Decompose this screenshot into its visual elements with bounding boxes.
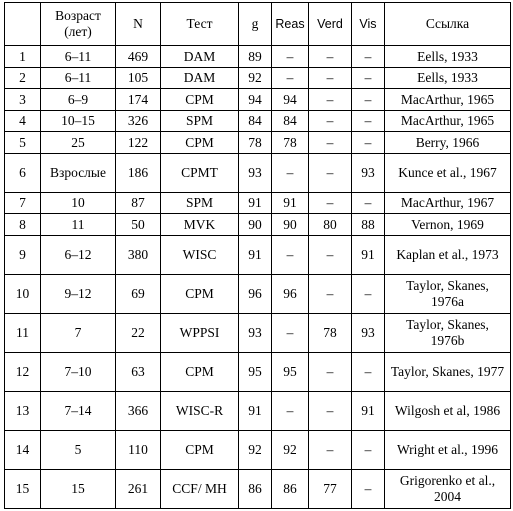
header-cell-n: N xyxy=(116,3,161,46)
row-index: 2 xyxy=(5,67,41,89)
age-cell: 11 xyxy=(41,214,116,236)
age-cell: 7–10 xyxy=(41,352,116,391)
vis-cell: 88 xyxy=(352,214,385,236)
header-row xyxy=(5,3,511,46)
g-cell: 89 xyxy=(239,46,272,68)
table-row xyxy=(5,352,511,391)
reference-cell: MacArthur, 1965 xyxy=(385,89,511,111)
reference-cell: Eells, 1933 xyxy=(385,67,511,89)
g-cell: 94 xyxy=(239,89,272,111)
header-cell-age: Возраст (лет) xyxy=(41,3,116,46)
vis-cell: – xyxy=(352,110,385,132)
table-row xyxy=(5,192,511,214)
row-index: 8 xyxy=(5,214,41,236)
vis-cell: 91 xyxy=(352,391,385,430)
reas-cell: 78 xyxy=(272,132,309,154)
vis-cell: 91 xyxy=(352,235,385,274)
table-row xyxy=(5,214,511,236)
reas-cell: 84 xyxy=(272,110,309,132)
age-cell: 7–14 xyxy=(41,391,116,430)
g-cell: 78 xyxy=(239,132,272,154)
vis-cell: – xyxy=(352,89,385,111)
n-cell: 63 xyxy=(116,352,161,391)
age-cell: 25 xyxy=(41,132,116,154)
vis-cell: – xyxy=(352,352,385,391)
n-cell: 366 xyxy=(116,391,161,430)
row-index: 14 xyxy=(5,430,41,469)
reas-cell: – xyxy=(272,235,309,274)
verd-cell: 78 xyxy=(309,313,352,352)
row-index: 1 xyxy=(5,46,41,68)
vis-cell: – xyxy=(352,67,385,89)
verd-cell: – xyxy=(309,132,352,154)
vis-cell: – xyxy=(352,274,385,313)
reas-cell: – xyxy=(272,153,309,192)
n-cell: 87 xyxy=(116,192,161,214)
header-cell-reference: Ссылка xyxy=(385,3,511,46)
row-index: 13 xyxy=(5,391,41,430)
header-cell-reas: Reas xyxy=(272,3,309,46)
g-cell: 93 xyxy=(239,313,272,352)
n-cell: 122 xyxy=(116,132,161,154)
test-cell: CPMT xyxy=(161,153,239,192)
reas-cell: – xyxy=(272,46,309,68)
n-cell: 326 xyxy=(116,110,161,132)
table-row xyxy=(5,469,511,508)
table-row xyxy=(5,46,511,68)
age-cell: 6–11 xyxy=(41,67,116,89)
age-cell: 9–12 xyxy=(41,274,116,313)
vis-cell: 93 xyxy=(352,313,385,352)
header-cell-g: g xyxy=(239,3,272,46)
vis-cell: – xyxy=(352,430,385,469)
row-index: 11 xyxy=(5,313,41,352)
row-index: 5 xyxy=(5,132,41,154)
test-cell: WISC-R xyxy=(161,391,239,430)
verd-cell: 77 xyxy=(309,469,352,508)
g-cell: 92 xyxy=(239,430,272,469)
g-cell: 91 xyxy=(239,192,272,214)
test-cell: WISC xyxy=(161,235,239,274)
table-row xyxy=(5,132,511,154)
reas-cell: 95 xyxy=(272,352,309,391)
reference-cell: Wilgosh et al, 1986 xyxy=(385,391,511,430)
test-cell: CPM xyxy=(161,132,239,154)
reas-cell: – xyxy=(272,67,309,89)
n-cell: 469 xyxy=(116,46,161,68)
verd-cell: – xyxy=(309,192,352,214)
table-row xyxy=(5,235,511,274)
reas-cell: 94 xyxy=(272,89,309,111)
row-index: 12 xyxy=(5,352,41,391)
g-cell: 91 xyxy=(239,391,272,430)
test-cell: MVK xyxy=(161,214,239,236)
n-cell: 69 xyxy=(116,274,161,313)
reference-cell: MacArthur, 1967 xyxy=(385,192,511,214)
reference-cell: Wright et al., 1996 xyxy=(385,430,511,469)
reas-cell: – xyxy=(272,391,309,430)
reference-cell: Kaplan et al., 1973 xyxy=(385,235,511,274)
table-row xyxy=(5,153,511,192)
table-row xyxy=(5,110,511,132)
reas-cell: 86 xyxy=(272,469,309,508)
verd-cell: 80 xyxy=(309,214,352,236)
verd-cell: – xyxy=(309,110,352,132)
g-cell: 90 xyxy=(239,214,272,236)
reference-cell: Taylor, Skanes, 1976a xyxy=(385,274,511,313)
reas-cell: 90 xyxy=(272,214,309,236)
age-cell: 6–11 xyxy=(41,46,116,68)
g-cell: 84 xyxy=(239,110,272,132)
verd-cell: – xyxy=(309,235,352,274)
table-row xyxy=(5,274,511,313)
header-cell-index xyxy=(5,3,41,46)
row-index: 9 xyxy=(5,235,41,274)
table-row xyxy=(5,430,511,469)
row-index: 6 xyxy=(5,153,41,192)
age-cell: 6–12 xyxy=(41,235,116,274)
row-index: 3 xyxy=(5,89,41,111)
reference-cell: Vernon, 1969 xyxy=(385,214,511,236)
verd-cell: – xyxy=(309,89,352,111)
verd-cell: – xyxy=(309,274,352,313)
n-cell: 105 xyxy=(116,67,161,89)
header-cell-verd: Verd xyxy=(309,3,352,46)
age-cell: 5 xyxy=(41,430,116,469)
reference-table xyxy=(4,2,511,509)
verd-cell: – xyxy=(309,46,352,68)
g-cell: 93 xyxy=(239,153,272,192)
reas-cell: 91 xyxy=(272,192,309,214)
age-cell: 10 xyxy=(41,192,116,214)
verd-cell: – xyxy=(309,430,352,469)
row-index: 15 xyxy=(5,469,41,508)
row-index: 10 xyxy=(5,274,41,313)
g-cell: 86 xyxy=(239,469,272,508)
reference-cell: MacArthur, 1965 xyxy=(385,110,511,132)
n-cell: 174 xyxy=(116,89,161,111)
reference-cell: Taylor, Skanes, 1976b xyxy=(385,313,511,352)
reference-cell: Kunce et al., 1967 xyxy=(385,153,511,192)
g-cell: 96 xyxy=(239,274,272,313)
verd-cell: – xyxy=(309,153,352,192)
test-cell: WPPSI xyxy=(161,313,239,352)
reas-cell: 92 xyxy=(272,430,309,469)
reas-cell: – xyxy=(272,313,309,352)
header-cell-test: Тест xyxy=(161,3,239,46)
row-index: 7 xyxy=(5,192,41,214)
vis-cell: – xyxy=(352,192,385,214)
test-cell: CPM xyxy=(161,430,239,469)
table-row xyxy=(5,67,511,89)
verd-cell: – xyxy=(309,352,352,391)
table-body xyxy=(5,46,511,509)
reference-cell: Grigorenko et al., 2004 xyxy=(385,469,511,508)
verd-cell: – xyxy=(309,391,352,430)
vis-cell: – xyxy=(352,132,385,154)
reference-cell: Eells, 1933 xyxy=(385,46,511,68)
test-cell: CCF/ MH xyxy=(161,469,239,508)
age-cell: Взрослые xyxy=(41,153,116,192)
vis-cell: 93 xyxy=(352,153,385,192)
test-cell: SPM xyxy=(161,192,239,214)
g-cell: 92 xyxy=(239,67,272,89)
age-cell: 7 xyxy=(41,313,116,352)
vis-cell: – xyxy=(352,469,385,508)
test-cell: SPM xyxy=(161,110,239,132)
n-cell: 110 xyxy=(116,430,161,469)
reference-cell: Taylor, Skanes, 1977 xyxy=(385,352,511,391)
verd-cell: – xyxy=(309,67,352,89)
vis-cell: – xyxy=(352,46,385,68)
row-index: 4 xyxy=(5,110,41,132)
table-row xyxy=(5,313,511,352)
reference-cell: Berry, 1966 xyxy=(385,132,511,154)
reas-cell: 96 xyxy=(272,274,309,313)
test-cell: DAM xyxy=(161,46,239,68)
n-cell: 186 xyxy=(116,153,161,192)
n-cell: 22 xyxy=(116,313,161,352)
test-cell: CPM xyxy=(161,352,239,391)
test-cell: CPM xyxy=(161,274,239,313)
n-cell: 50 xyxy=(116,214,161,236)
n-cell: 380 xyxy=(116,235,161,274)
table-row xyxy=(5,89,511,111)
g-cell: 91 xyxy=(239,235,272,274)
age-cell: 6–9 xyxy=(41,89,116,111)
age-cell: 10–15 xyxy=(41,110,116,132)
table-row xyxy=(5,391,511,430)
test-cell: DAM xyxy=(161,67,239,89)
age-cell: 15 xyxy=(41,469,116,508)
test-cell: CPM xyxy=(161,89,239,111)
header-cell-vis: Vis xyxy=(352,3,385,46)
g-cell: 95 xyxy=(239,352,272,391)
n-cell: 261 xyxy=(116,469,161,508)
